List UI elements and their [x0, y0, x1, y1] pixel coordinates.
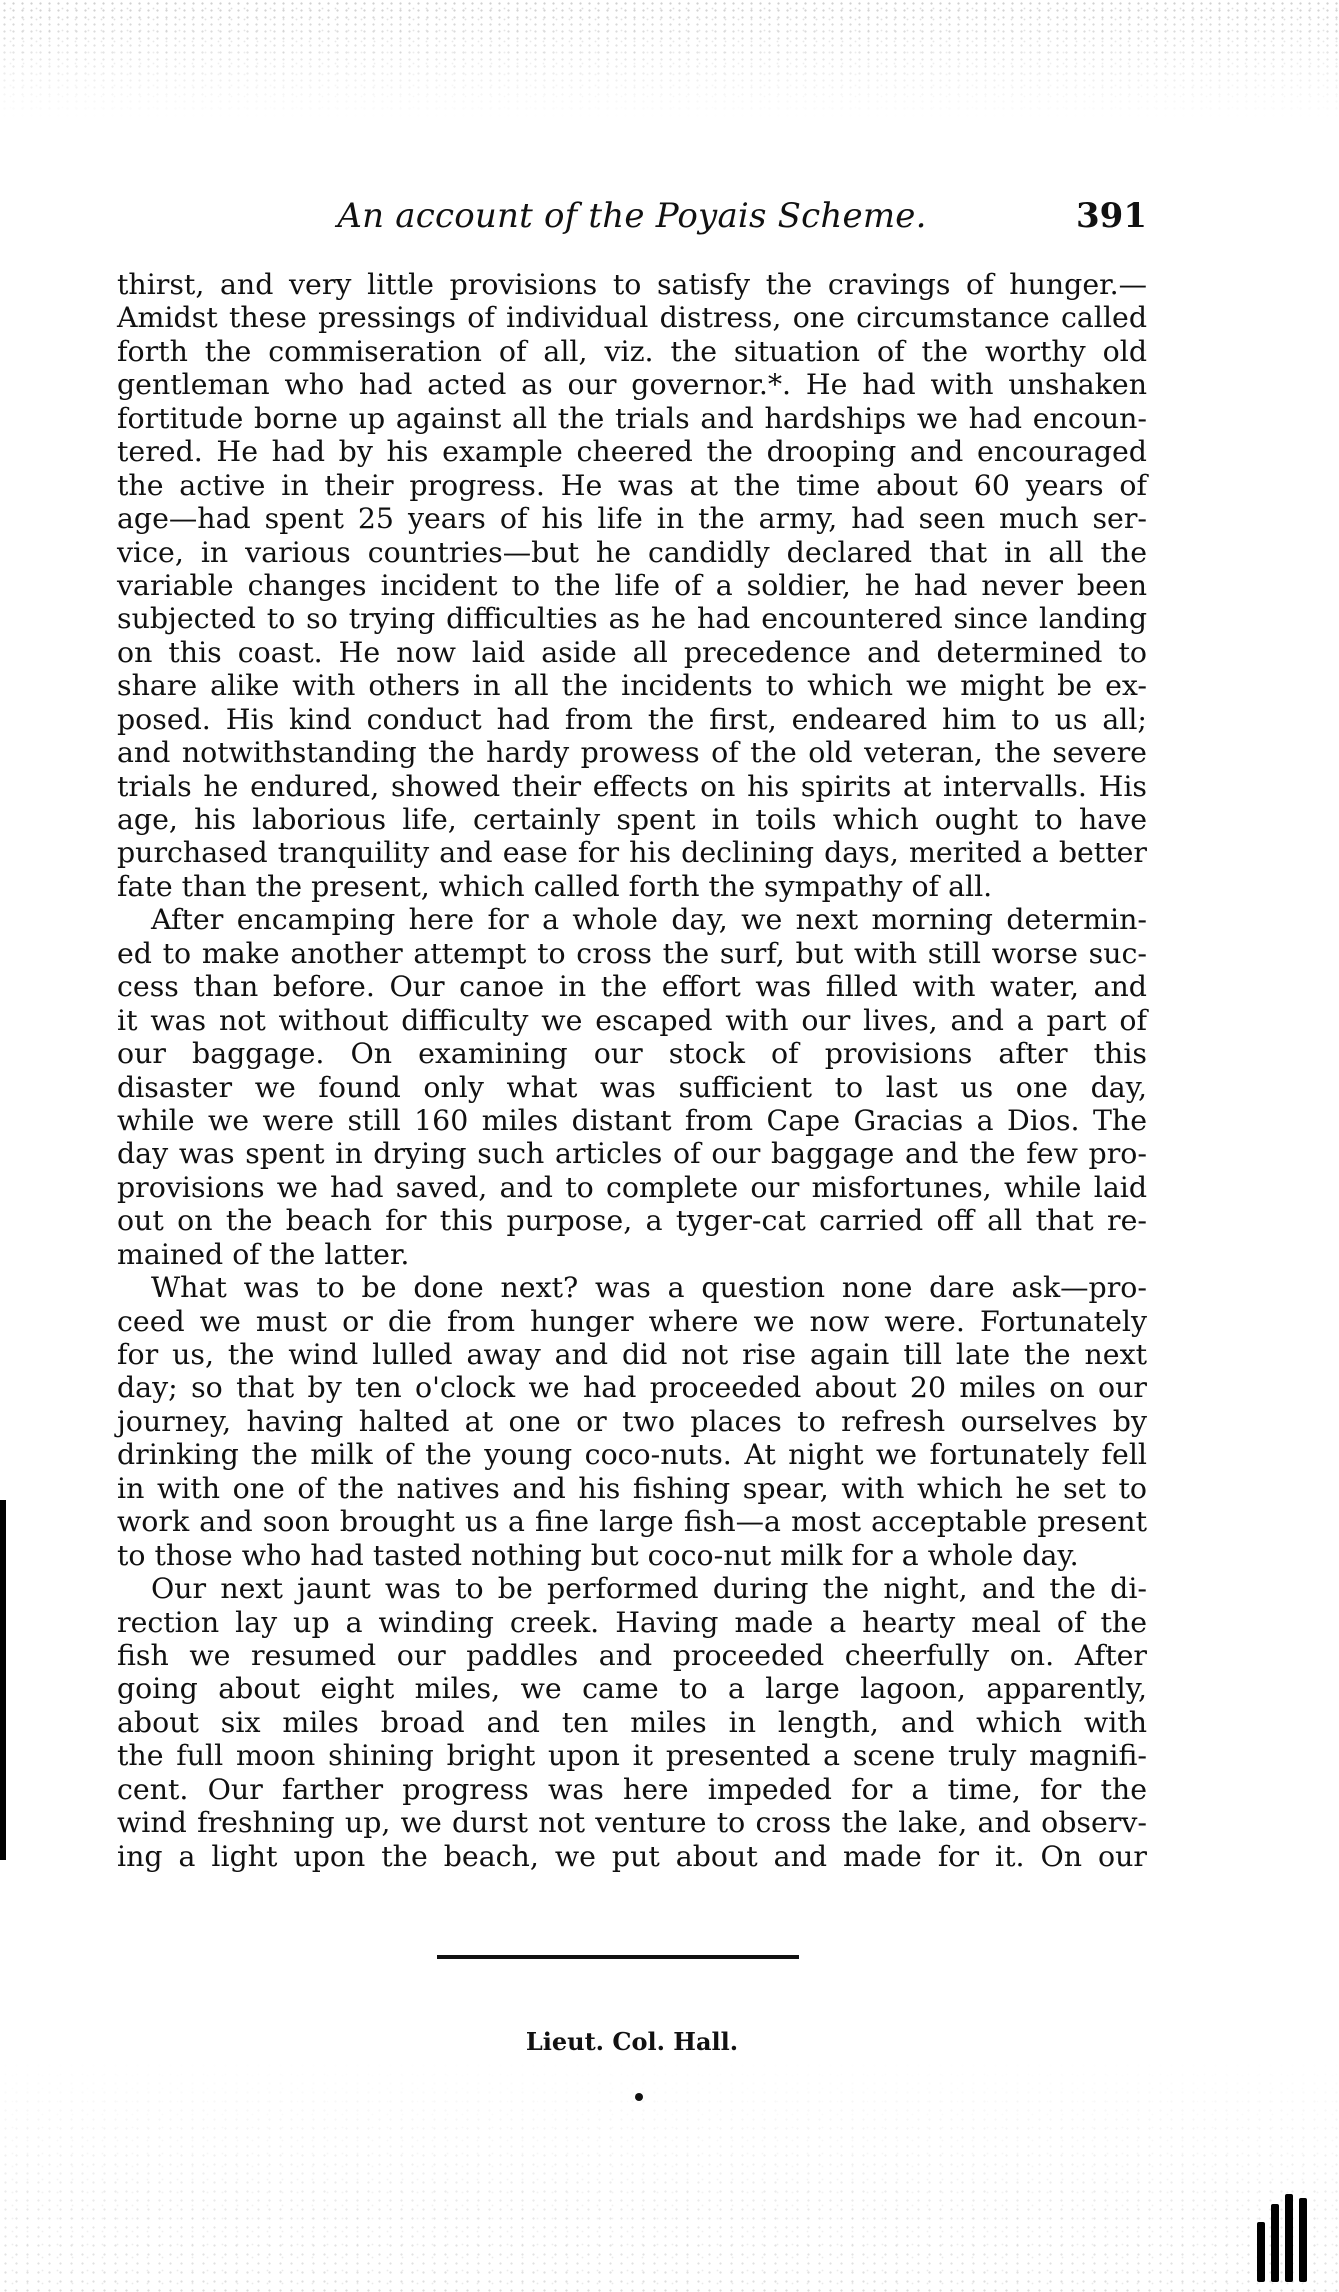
text-line: ceed we must or die from hunger where we now were. Fortunately: [117, 1304, 1147, 1338]
text-line: work and soon brought us a fine large fish—a most acceptable present: [117, 1505, 1147, 1539]
scan-noise-bottom: [0, 2052, 1339, 2292]
text-line: for us, the wind lulled away and did not rise again till late the next: [117, 1338, 1147, 1371]
text-line: journey, having halted at one or two places to refresh ourselves by: [117, 1404, 1147, 1438]
ink-dot: [635, 2093, 643, 2101]
text-line: age, his laborious life, certainly spent in toils which ought to have: [117, 803, 1147, 836]
text-line: fate than the present, which called forth the sympathy of all.: [117, 869, 993, 903]
scan-edge-bar: [0, 1500, 6, 1860]
text-line: wind freshning up, we durst not venture to cross the lake, and observ-: [117, 1806, 1147, 1840]
text-line: while we were still 160 miles distant from Cape Gracias a Dios. The: [117, 1103, 1147, 1137]
page-number: 391: [1076, 196, 1147, 236]
text-line: going about eight miles, we came to a large lagoon, apparently,: [117, 1672, 1147, 1706]
text-line: drinking the milk of the young coco-nuts. At night we fortunately fell: [117, 1438, 1147, 1472]
text-line: in with one of the natives and his fishing spear, with which he set to: [117, 1471, 1147, 1505]
text-line: forth the commiseration of all, viz. the situation of the worthy old: [117, 334, 1147, 368]
text-line: and notwithstanding the hardy prowess of the old veteran, the severe: [117, 736, 1147, 770]
body-text: [117, 268, 1147, 1873]
text-line: posed. His kind conduct had from the first, endeared him to us all;: [117, 702, 1147, 736]
text-line: the active in their progress. He was at the time about 60 years of: [117, 468, 1147, 502]
text-line: subjected to so trying difficulties as he had encountered since landing: [117, 602, 1147, 636]
text-line: disaster we found only what was sufficient to last us one day,: [117, 1070, 1147, 1104]
text-line: After encamping here for a whole day, we next morning determin-: [151, 903, 1147, 937]
running-title: An account of the Poyais Scheme.: [337, 196, 927, 236]
text-line: it was not without difficulty we escaped with our lives, and a part of: [117, 1003, 1147, 1037]
text-line: cess than before. Our canoe in the effort was filled with water, and: [117, 970, 1147, 1004]
text-line: the full moon shining bright upon it presented a scene truly magnifi-: [117, 1739, 1147, 1773]
text-line: provisions we had saved, and to complete our misfortunes, while laid: [117, 1170, 1147, 1204]
text-line: ed to make another attempt to cross the surf, but with still worse suc-: [117, 936, 1147, 970]
text-line: What was to be done next? was a question none dare ask—pro-: [151, 1271, 1147, 1305]
text-line: tered. He had by his example cheered the drooping and encouraged: [117, 435, 1147, 469]
text-line: gentleman who had acted as our governor.*. He had with unshaken: [117, 368, 1147, 402]
text-line: ing a light upon the beach, we put about and made for it. On our: [117, 1839, 1147, 1873]
text-line: thirst, and very little provisions to satisfy the cravings of hunger.—: [117, 268, 1147, 301]
text-line: fortitude borne up against all the trials and hardships we had encoun-: [117, 401, 1147, 435]
text-line: fish we resumed our paddles and proceeded cheerfully on. After: [117, 1638, 1147, 1672]
text-line: trials he endured, showed their effects on his spirits at intervalls. His: [117, 769, 1147, 803]
text-line: vice, in various countries—but he candidly declared that in all the: [117, 535, 1147, 569]
text-line: out on the beach for this purpose, a tyger-cat carried off all that re-: [117, 1204, 1147, 1238]
text-line: Our next jaunt was to be performed during the night, and the di-: [151, 1572, 1147, 1606]
text-line: purchased tranquility and ease for his declining days, merited a better: [117, 836, 1147, 870]
text-line: on this coast. He now laid aside all precedence and determined to: [117, 635, 1147, 669]
text-line: about six miles broad and ten miles in length, and which with: [117, 1705, 1147, 1739]
text-line: mained of the latter.: [117, 1237, 410, 1271]
footnote: Lieut. Col. Hall.: [525, 2027, 739, 2056]
text-line: age—had spent 25 years of his life in the army, had seen much ser-: [117, 502, 1147, 536]
text-line: day was spent in drying such articles of our baggage and the few pro-: [117, 1137, 1147, 1171]
scan-corner-mark: [1251, 2192, 1321, 2282]
footnote-rule: [437, 1955, 799, 1959]
scan-noise-top: [0, 0, 1339, 120]
text-line: our baggage. On examining our stock of provisions after this: [117, 1037, 1147, 1071]
text-line: day; so that by ten o'clock we had proceeded about 20 miles on our: [117, 1371, 1147, 1405]
text-line: rection lay up a winding creek. Having made a hearty meal of the: [117, 1605, 1147, 1639]
text-line: Amidst these pressings of individual distress, one circumstance called: [117, 301, 1147, 335]
text-line: to those who had tasted nothing but coco-nut milk for a whole day.: [117, 1538, 1079, 1572]
text-line: cent. Our farther progress was here impeded for a time, for the: [117, 1772, 1147, 1806]
text-line: variable changes incident to the life of a soldier, he had never been: [117, 568, 1147, 602]
text-line: share alike with others in all the incidents to which we might be ex-: [117, 669, 1147, 703]
page-header: [117, 196, 1147, 246]
